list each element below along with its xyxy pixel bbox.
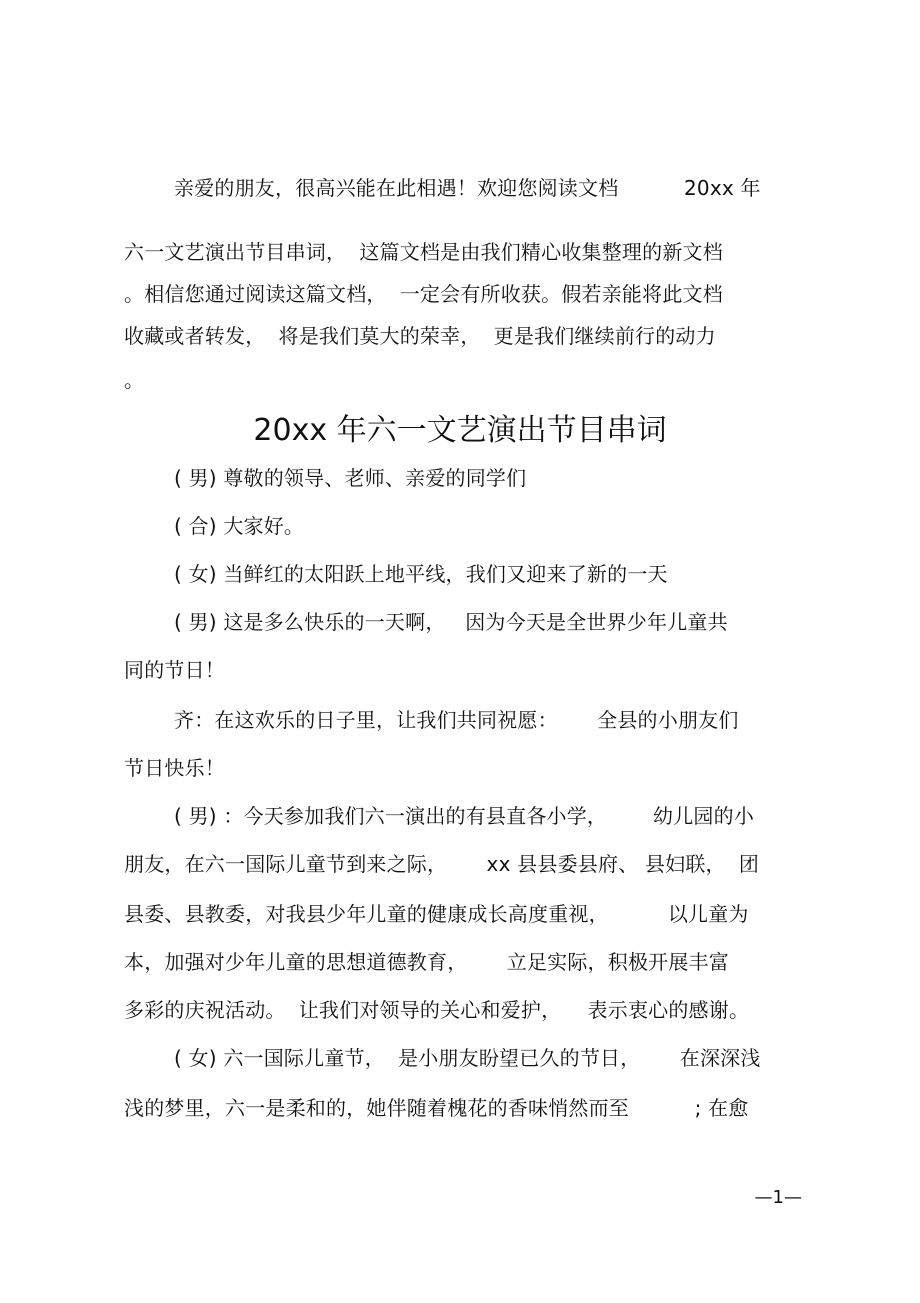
body-line: ( 合) 大家好。 <box>174 514 305 538</box>
body-line: 朋友，在六一国际儿童节到来之际， xx 县县委县府、 县妇联， 团 <box>124 852 760 876</box>
body-line: 本，加强对少年儿童的思想道德教育， 立足实际，积极开展丰富 <box>124 950 729 974</box>
body-line: 齐：在这欢乐的日子里，让我们共同祝愿： 全县的小朋友们 <box>174 708 739 732</box>
body-line: 节日快乐！ <box>124 756 225 780</box>
body-line: 县委、县教委，对我县少年儿童的健康成长高度重视， 以儿童为 <box>124 902 749 926</box>
body-line: 多彩的庆祝活动。 让我们对领导的关心和爱护， 表示衷心的感谢。 <box>124 998 750 1022</box>
body-line: ( 女) 六一国际儿童节， 是小朋友盼望已久的节日， 在深深浅 <box>174 1046 761 1070</box>
body-line: ( 女) 当鲜红的太阳跃上地平线，我们又迎来了新的一天 <box>174 562 668 586</box>
intro-line-2: 六一文艺演出节目串词， 这篇文档是由我们精心收集整理的新文档 <box>124 240 723 264</box>
intro-line-4: 收藏或者转发， 将是我们莫大的荣幸， 更是我们继续前行的动力 <box>124 324 716 348</box>
body-line: ( 男) 这是多么快乐的一天啊， 因为今天是全世界少年儿童共 <box>174 610 728 634</box>
body-line: ( 男) 尊敬的领导、老师、亲爱的同学们 <box>174 466 527 490</box>
intro-line-5: 。 <box>124 368 145 392</box>
intro-line-3: 。相信您通过阅读这篇文档， 一定会有所收获。假若亲能将此文档 <box>124 282 723 306</box>
document-title: 20xx 年六一文艺演出节目串词 <box>253 413 667 448</box>
body-line: ( 男) ：今天参加我们六一演出的有县直各小学， 幼儿园的小 <box>174 804 755 828</box>
intro-line-1: 亲爱的朋友，很高兴能在此相遇！欢迎您阅读文档 20xx 年 <box>174 176 761 200</box>
page-number: —1— <box>754 1187 802 1208</box>
body-line: 浅的梦里，六一是柔和的，她伴随着槐花的香味悄然而至 ; 在愈 <box>124 1096 749 1120</box>
body-line: 同的节日！ <box>124 658 225 682</box>
